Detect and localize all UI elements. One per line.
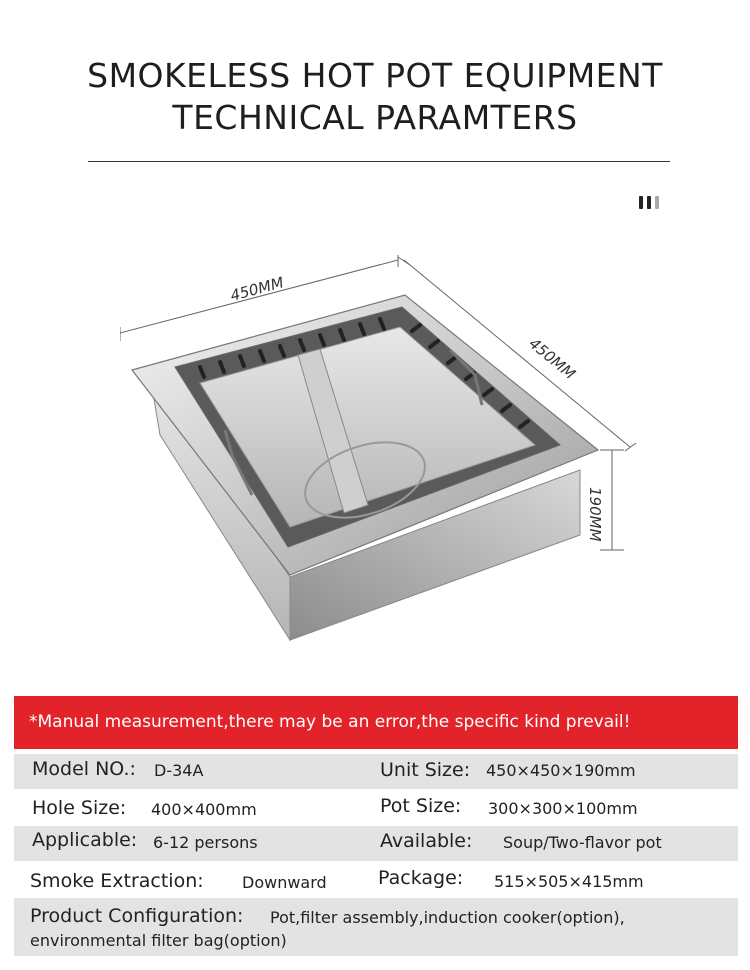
hole-size-label: Hole Size:: [32, 797, 127, 819]
spec-row-size: [14, 790, 738, 825]
measurement-notice: *Manual measurement,there may be an error,the specific kind prevail!: [14, 696, 738, 749]
spec-row-configuration: [14, 898, 738, 956]
spec-row-usage: [14, 826, 738, 861]
indicator-dot[interactable]: [647, 196, 651, 209]
available-value: Soup/Two-flavor pot: [503, 833, 662, 852]
hole-size-value: 400×400mm: [151, 800, 257, 819]
height-dimension: 190MM: [586, 487, 604, 542]
package-label: Package:: [378, 867, 464, 889]
title-divider: [88, 161, 670, 162]
spec-row-model: [14, 754, 738, 789]
configuration-value-line2: environmental filter bag(option): [30, 931, 287, 950]
package-value: 515×505×415mm: [494, 872, 644, 891]
page-subtitle: TECHNICAL PARAMTERS: [172, 98, 578, 137]
width-dimension: 450MM: [228, 273, 286, 305]
page-title: SMOKELESS HOT POT EQUIPMENT: [87, 56, 663, 95]
indicator-dot[interactable]: [655, 196, 659, 209]
spec-row-extraction: [14, 862, 738, 897]
model-label: Model NO.:: [32, 758, 136, 780]
depth-dimension: 450MM: [525, 334, 579, 384]
unit-size-value: 450×450×190mm: [486, 761, 636, 780]
model-value: D-34A: [154, 761, 204, 780]
pot-size-label: Pot Size:: [380, 795, 462, 817]
product-image: [120, 255, 640, 655]
available-label: Available:: [380, 830, 473, 852]
configuration-value-line1: Pot,filter assembly,induction cooker(option),: [270, 908, 625, 927]
gallery-indicator[interactable]: [639, 194, 663, 213]
smoke-extraction-value: Downward: [242, 873, 327, 892]
configuration-label: Product Configuration:: [30, 905, 244, 927]
pot-size-value: 300×300×100mm: [488, 799, 638, 818]
unit-size-label: Unit Size:: [380, 759, 471, 781]
applicable-label: Applicable:: [32, 829, 138, 851]
indicator-dot[interactable]: [639, 196, 643, 209]
applicable-value: 6-12 persons: [153, 833, 258, 852]
smoke-extraction-label: Smoke Extraction:: [30, 870, 204, 892]
